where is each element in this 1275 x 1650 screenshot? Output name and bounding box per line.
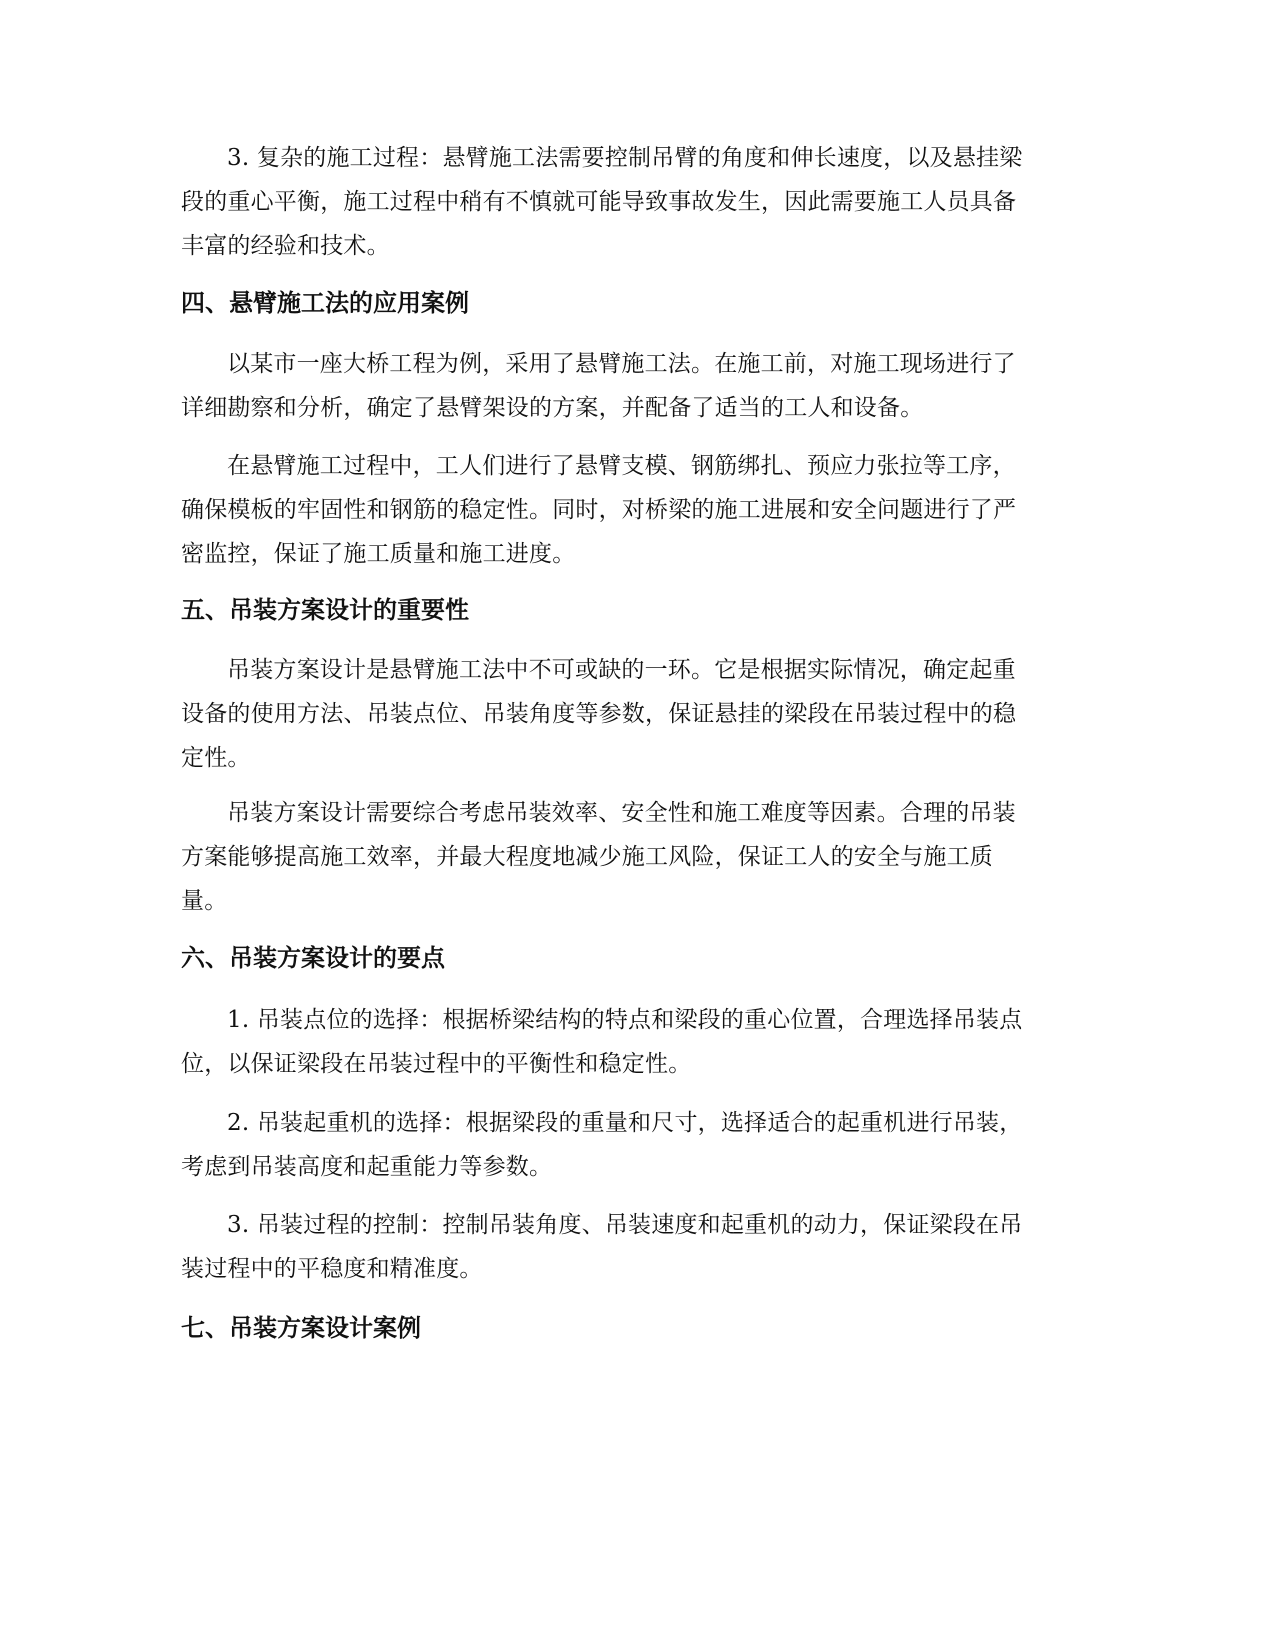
- section-heading-4: [181, 281, 1089, 325]
- paragraph-line: 吊装方案设计是悬臂施工法中不可或缺的一环。它是根据实际情况，确定起重: [227, 657, 1016, 683]
- section-heading-6: [181, 936, 1089, 980]
- document-page: [181, 0, 1089, 1650]
- heading-text: 七、吊装方案设计案例: [181, 1314, 421, 1342]
- heading-text: 五、吊装方案设计的重要性: [181, 596, 469, 624]
- paragraph-line: 方案能够提高施工效率，并最大程度地减少施工风险，保证工人的安全与施工质: [181, 844, 993, 870]
- paragraph-line: 2. 吊装起重机的选择：根据梁段的重量和尺寸，选择适合的起重机进行吊装，: [227, 1110, 1023, 1136]
- paragraph-line: 丰富的经验和技术。: [181, 233, 390, 259]
- paragraph-line: 在悬臂施工过程中，工人们进行了悬臂支模、钢筋绑扎、预应力张拉等工序，: [227, 453, 1016, 479]
- paragraph-lifting-design-factors: [181, 791, 1089, 923]
- paragraph-line: 3. 复杂的施工过程：悬臂施工法需要控制吊臂的角度和伸长速度，以及悬挂梁: [227, 145, 1023, 171]
- paragraph-line: 1. 吊装点位的选择：根据桥梁结构的特点和梁段的重心位置，合理选择吊装点: [227, 1007, 1023, 1033]
- paragraph-line: 位，以保证梁段在吊装过程中的平衡性和稳定性。: [181, 1051, 692, 1077]
- paragraph-line: 段的重心平衡，施工过程中稍有不慎就可能导致事故发生，因此需要施工人员具备: [181, 189, 1017, 215]
- paragraph-line: 吊装方案设计需要综合考虑吊装效率、安全性和施工难度等因素。合理的吊装: [227, 800, 1016, 826]
- section-heading-7: [181, 1306, 1089, 1350]
- paragraph-process-control: [181, 1203, 1089, 1291]
- paragraph-cantilever-process: [181, 444, 1089, 576]
- paragraph-line: 装过程中的平稳度和精准度。: [181, 1256, 483, 1282]
- paragraph-construction-process: [181, 136, 1089, 268]
- section-heading-5: [181, 588, 1089, 632]
- paragraph-crane-selection: [181, 1101, 1089, 1189]
- paragraph-line: 量。: [181, 888, 228, 914]
- heading-text: 四、悬臂施工法的应用案例: [181, 289, 469, 317]
- paragraph-bridge-case: [181, 342, 1089, 430]
- paragraph-point-selection: [181, 998, 1089, 1086]
- paragraph-line: 定性。: [181, 745, 251, 771]
- paragraph-lifting-design-intro: [181, 648, 1089, 780]
- paragraph-line: 考虑到吊装高度和起重能力等参数。: [181, 1154, 553, 1180]
- paragraph-line: 设备的使用方法、吊装点位、吊装角度等参数，保证悬挂的梁段在吊装过程中的稳: [181, 701, 1017, 727]
- paragraph-line: 确保模板的牢固性和钢筋的稳定性。同时，对桥梁的施工进展和安全问题进行了严: [181, 497, 1017, 523]
- paragraph-line: 密监控，保证了施工质量和施工进度。: [181, 541, 576, 567]
- paragraph-line: 以某市一座大桥工程为例，采用了悬臂施工法。在施工前，对施工现场进行了: [227, 351, 1016, 377]
- heading-text: 六、吊装方案设计的要点: [181, 944, 445, 972]
- paragraph-line: 详细勘察和分析，确定了悬臂架设的方案，并配备了适当的工人和设备。: [181, 395, 924, 421]
- paragraph-line: 3. 吊装过程的控制：控制吊装角度、吊装速度和起重机的动力，保证梁段在吊: [227, 1212, 1023, 1238]
